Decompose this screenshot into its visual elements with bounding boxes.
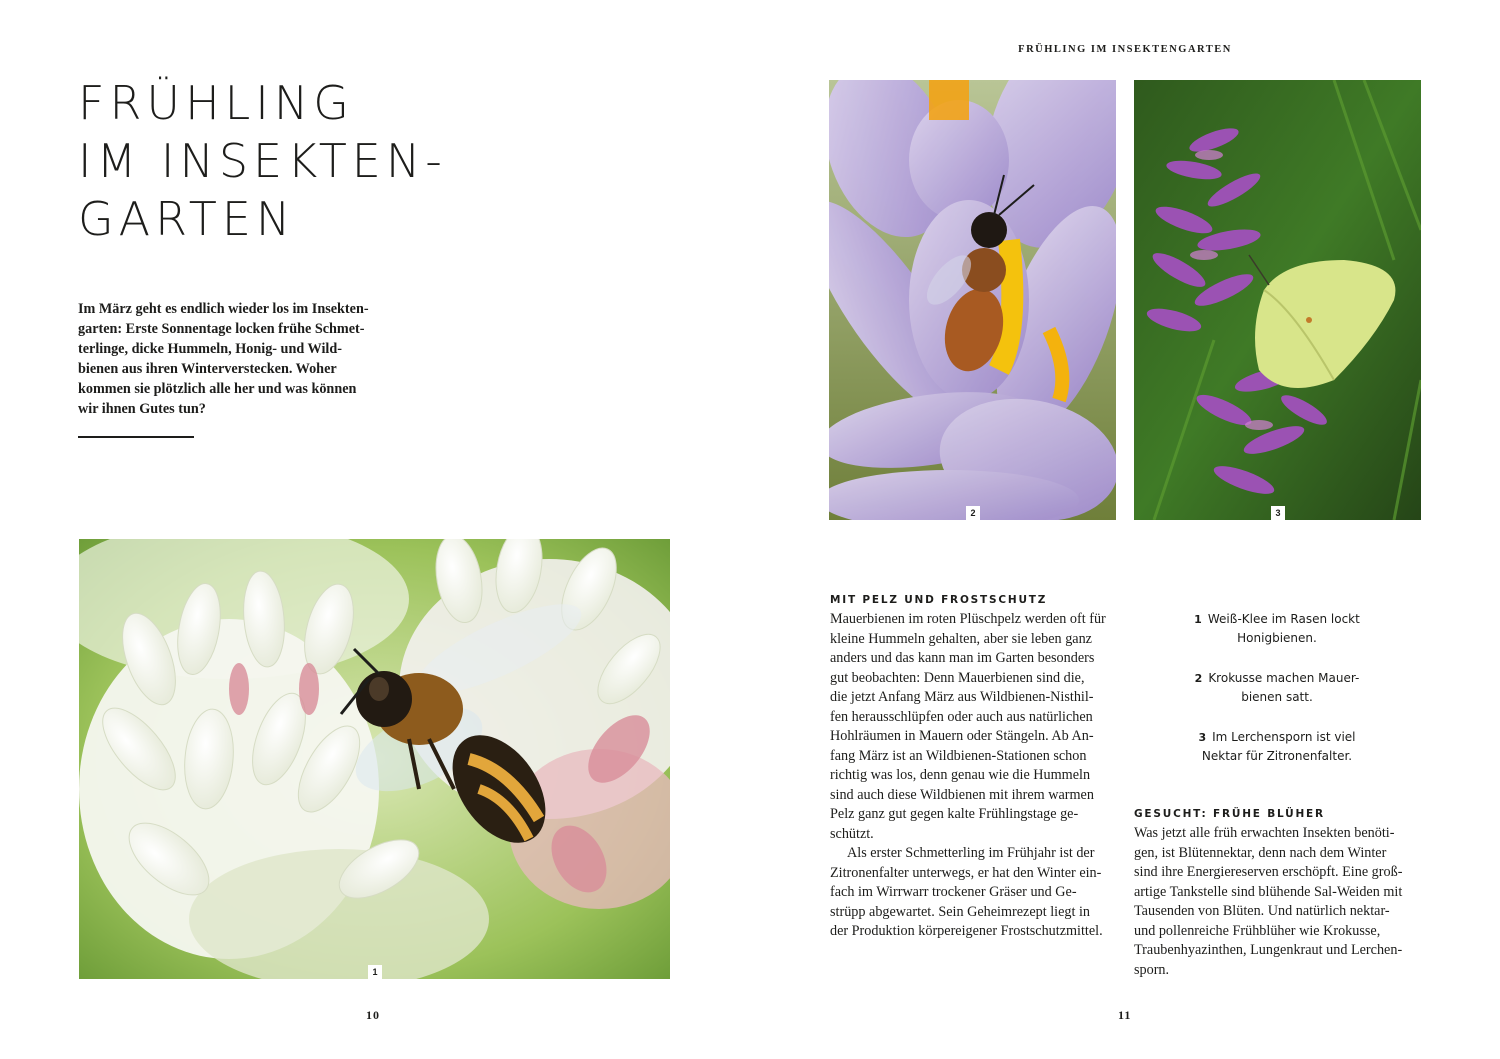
title-line: GARTEN — [78, 192, 296, 246]
text-line: Pelz ganz gut gegen kalte Frühlingstage ge- — [830, 806, 1079, 822]
caption-number: 1 — [1194, 613, 1202, 626]
photo-caption — [1167, 728, 1387, 766]
photo-number-badge: 2 — [966, 506, 980, 520]
intro-line: bienen aus ihren Winterverstecken. Woher — [78, 361, 337, 377]
text-line: anders und das kann man im Garten besonders — [830, 650, 1095, 666]
text-line: artige Tankstelle sind blühende Sal-Weiden mit — [1134, 883, 1403, 900]
photo-caption — [1167, 610, 1387, 648]
section-body — [1134, 824, 1426, 980]
caption-line: Honigbienen. — [1237, 631, 1317, 645]
caption-line — [1167, 669, 1387, 688]
running-header: FRÜHLING IM INSEKTENGARTEN — [1018, 44, 1232, 55]
page-number-right: 11 — [1118, 1008, 1132, 1022]
text-line: Zitronenfalter unterwegs, er hat den Winter ein- — [830, 864, 1102, 881]
text-line: die jetzt Anfang März aus Wildbienen-Nisthil- — [830, 689, 1094, 705]
page-number-left: 10 — [366, 1008, 380, 1022]
photo-caption — [1167, 669, 1387, 707]
title-line: IM INSEKTEN- — [78, 134, 447, 188]
photo-number-badge: 3 — [1271, 506, 1285, 520]
photo-mason-bee-crocus — [829, 80, 1116, 520]
text-line: Mauerbienen im roten Plüschpelz werden oft für — [830, 611, 1106, 627]
photo-brimstone-corydalis — [1134, 80, 1421, 520]
text-line: Hohlräumen in Mauern oder Stängeln. Ab An- — [830, 728, 1094, 744]
text-line: richtig was los, denn genau wie die Hummeln — [830, 767, 1091, 783]
text-line: gen, ist Blütennektar, denn nach dem Winter — [1134, 844, 1387, 861]
intro-line: garten: Erste Sonnentage locken frühe Schmet- — [78, 321, 365, 337]
text-line: strüpp abgewartet. Sein Geheimrezept liegt in — [830, 903, 1091, 920]
chapter-title — [78, 74, 498, 248]
text-line: fach im Wirrwarr trockener Gräser und Ge- — [830, 884, 1077, 900]
intro-line: wir ihnen Gutes tun? — [78, 401, 206, 417]
text-line: fen herausschlüpfen oder auch aus natürlichen — [830, 708, 1093, 725]
photo-number-badge: 1 — [368, 965, 382, 979]
caption-text: Im Lerchensporn ist viel — [1212, 730, 1356, 744]
section-heading: MIT PELZ UND FROSTSCHUTZ — [830, 594, 1048, 606]
text-line: und pollenreiche Frühblüher wie Krokusse, — [1134, 922, 1381, 939]
section-heading: GESUCHT: FRÜHE BLÜHER — [1134, 808, 1325, 820]
text-line: Was jetzt alle früh erwachten Insekten benöti- — [1134, 825, 1395, 841]
intro-line: terlinge, dicke Hummeln, Honig- und Wild- — [78, 341, 342, 357]
text-line: sind auch diese Wildbienen mit ihrem warmen — [830, 786, 1094, 803]
text-line: Traubenhyazinthen, Lungenkraut und Lerchen- — [1134, 942, 1403, 958]
caption-line: Nektar für Zitronenfalter. — [1201, 749, 1353, 763]
text-line: sind ihre Energiereserven erschöpft. Eine groß- — [1134, 864, 1403, 880]
title-line: FRÜHLING — [78, 76, 354, 130]
caption-number: 3 — [1198, 731, 1207, 744]
text-line: gut beobachten: Denn Mauerbienen sind die, — [830, 669, 1085, 686]
intro-line: Im März geht es endlich wieder los im Insekten- — [78, 301, 369, 317]
caption-line — [1167, 610, 1387, 629]
intro-paragraph — [78, 299, 378, 419]
caption-number: 2 — [1194, 672, 1203, 685]
caption-line: bienen satt. — [1241, 690, 1313, 704]
caption-text: Krokusse machen Mauer- — [1208, 671, 1360, 685]
section-body — [830, 610, 1122, 942]
text-line: fang März ist an Wildbienen-Stationen schon — [830, 747, 1087, 764]
text-line: Als erster Schmetterling im Frühjahr ist der — [847, 845, 1095, 861]
intro-line: kommen sie plötzlich alle her und was können — [78, 381, 357, 397]
photo-honeybee-clover — [79, 539, 670, 979]
text-line: Tausenden von Blüten. Und natürlich nektar- — [1134, 903, 1390, 919]
text-line: schützt. — [830, 825, 874, 842]
caption-text: Weiß-Klee im Rasen lockt — [1207, 612, 1360, 626]
text-line: sporn. — [1134, 961, 1170, 978]
text-line: der Produktion körpereigener Frostschutzmittel. — [830, 923, 1103, 939]
text-line: kleine Hummeln gehalten, aber sie leben ganz — [830, 630, 1092, 647]
caption-line — [1167, 728, 1387, 747]
intro-divider — [78, 436, 194, 438]
